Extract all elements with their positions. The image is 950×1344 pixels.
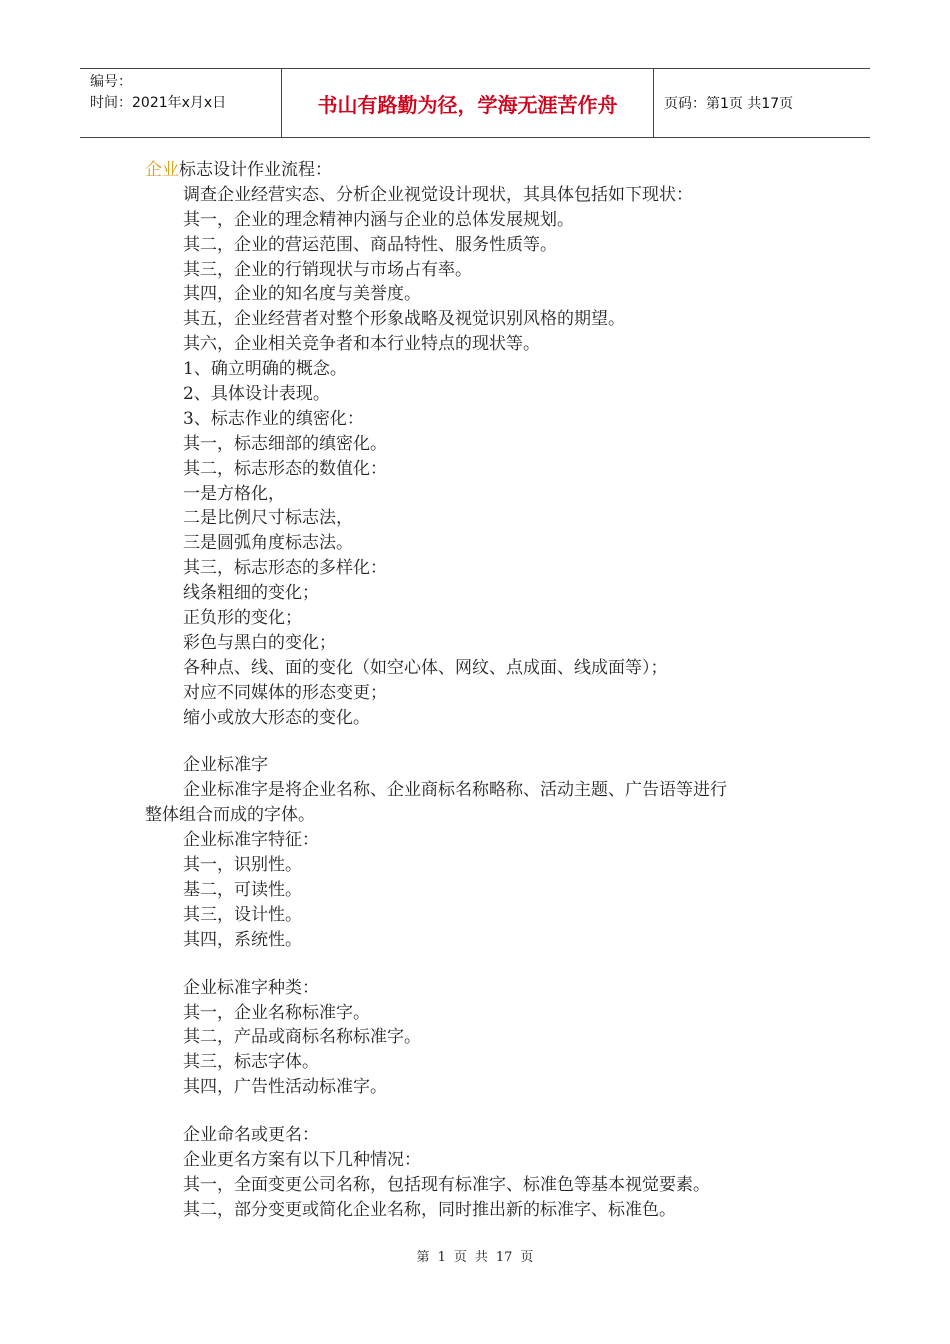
paragraph-line: 其二，企业的营运范围、商品特性、服务性质等。 [183,234,557,255]
paragraph-line: 其三，标志形态的多样化： [183,558,387,579]
title-accent: 企业 [145,160,179,180]
spacer [145,1100,825,1123]
paragraph-line: 对应不同媒体的形态变更； [183,682,387,703]
paragraph-line: 企业命名或更名： [183,1125,319,1146]
paragraph-line: 其二，标志形态的数值化： [183,458,387,479]
spacer [145,730,825,753]
footer-total-pages: 17 [495,1250,513,1265]
paragraph-line: 其四，系统性。 [183,929,302,950]
paragraph-line: 正负形的变化； [183,608,302,629]
paragraph-line: 企业更名方案有以下几种情况： [183,1149,421,1170]
paragraph-line: 其三，企业的行销现状与市场占有率。 [183,259,472,280]
paragraph-line: 其四，广告性活动标准字。 [183,1077,387,1098]
paragraph-line: 彩色与黑白的变化； [183,632,336,653]
header-meta [80,69,282,137]
paragraph-line: 其一，识别性。 [183,855,302,876]
paragraph-line: 整体组合而成的字体。 [145,805,315,826]
paragraph-line: 基二，可读性。 [183,879,302,900]
paragraph-line: 一是方格化， [183,483,285,504]
paragraph-line: 其一，企业名称标准字。 [183,1002,370,1023]
paragraph-line: 其一，标志细部的缜密化。 [183,433,387,454]
paragraph-line: 其三，设计性。 [183,904,302,925]
paragraph-line: 企业标准字特征： [183,830,319,851]
footer-ye: 页 [453,1250,467,1265]
section-standard-font [145,753,825,952]
section-heading: 企业标准字 [183,755,268,776]
page-header [80,68,870,138]
footer-gong: 共 [474,1250,488,1265]
paragraph-line: 其二，部分变更或简化企业名称，同时推出新的标准字、标准色。 [183,1199,676,1220]
footer-ye2: 页 [520,1250,534,1265]
paragraph-line: 其一，全面变更公司名称，包括现有标准字、标准色等基本视觉要素。 [183,1174,710,1195]
footer-page-number: 1 [437,1250,446,1265]
paragraph-line: 企业标准字是将企业名称、企业商标名称略称、活动主题、广告语等进行 [183,780,727,801]
paragraph-line: 各种点、线、面的变化（如空心体、网纹、点成面、线成面等）； [183,657,668,678]
title-rest: 标志设计作业流程： [179,160,332,180]
header-page-label: 页码：第1页 共17页 [664,96,794,112]
paragraph-line: 调查企业经营实态、分析企业视觉设计现状，其具体包括如下现状： [183,184,693,205]
header-motto: 书山有路勤为径，学海无涯苦作舟 [282,69,654,137]
paragraph-line: 缩小或放大形态的变化。 [183,707,370,728]
footer-di: 第 [416,1250,430,1265]
paragraph-line: 其三，标志字体。 [183,1052,319,1073]
paragraph-line: 二是比例尺寸标志法， [183,508,353,529]
paragraph-line: 3、标志作业的缜密化： [183,408,364,429]
paragraph-line: 其六，企业相关竞争者和本行业特点的现状等。 [183,334,540,355]
section-logo-process [145,183,825,731]
section-naming [145,1123,825,1223]
page-footer [0,1246,950,1265]
document-body [145,158,825,1223]
paragraph-line: 其四，企业的知名度与美誉度。 [183,284,421,305]
paragraph-line: 其二，产品或商标名称标准字。 [183,1027,421,1048]
section-font-types [145,976,825,1100]
paragraph-line: 其五，企业经营者对整个形象战略及视觉识别风格的期望。 [183,309,625,330]
document-title [145,158,825,183]
paragraph-line: 线条粗细的变化； [183,583,319,604]
paragraph-line: 三是圆弧角度标志法。 [183,533,353,554]
paragraph-line: 2、具体设计表现。 [183,384,330,405]
paragraph-line: 1、确立明确的概念。 [183,359,347,380]
paragraph-line: 其一，企业的理念精神内涵与企业的总体发展规划。 [183,209,574,230]
code-label: 编号： [90,74,132,90]
paragraph-line: 企业标准字种类： [183,977,319,998]
spacer [145,953,825,976]
time-label: 时间：2021年x月x日 [90,95,227,111]
